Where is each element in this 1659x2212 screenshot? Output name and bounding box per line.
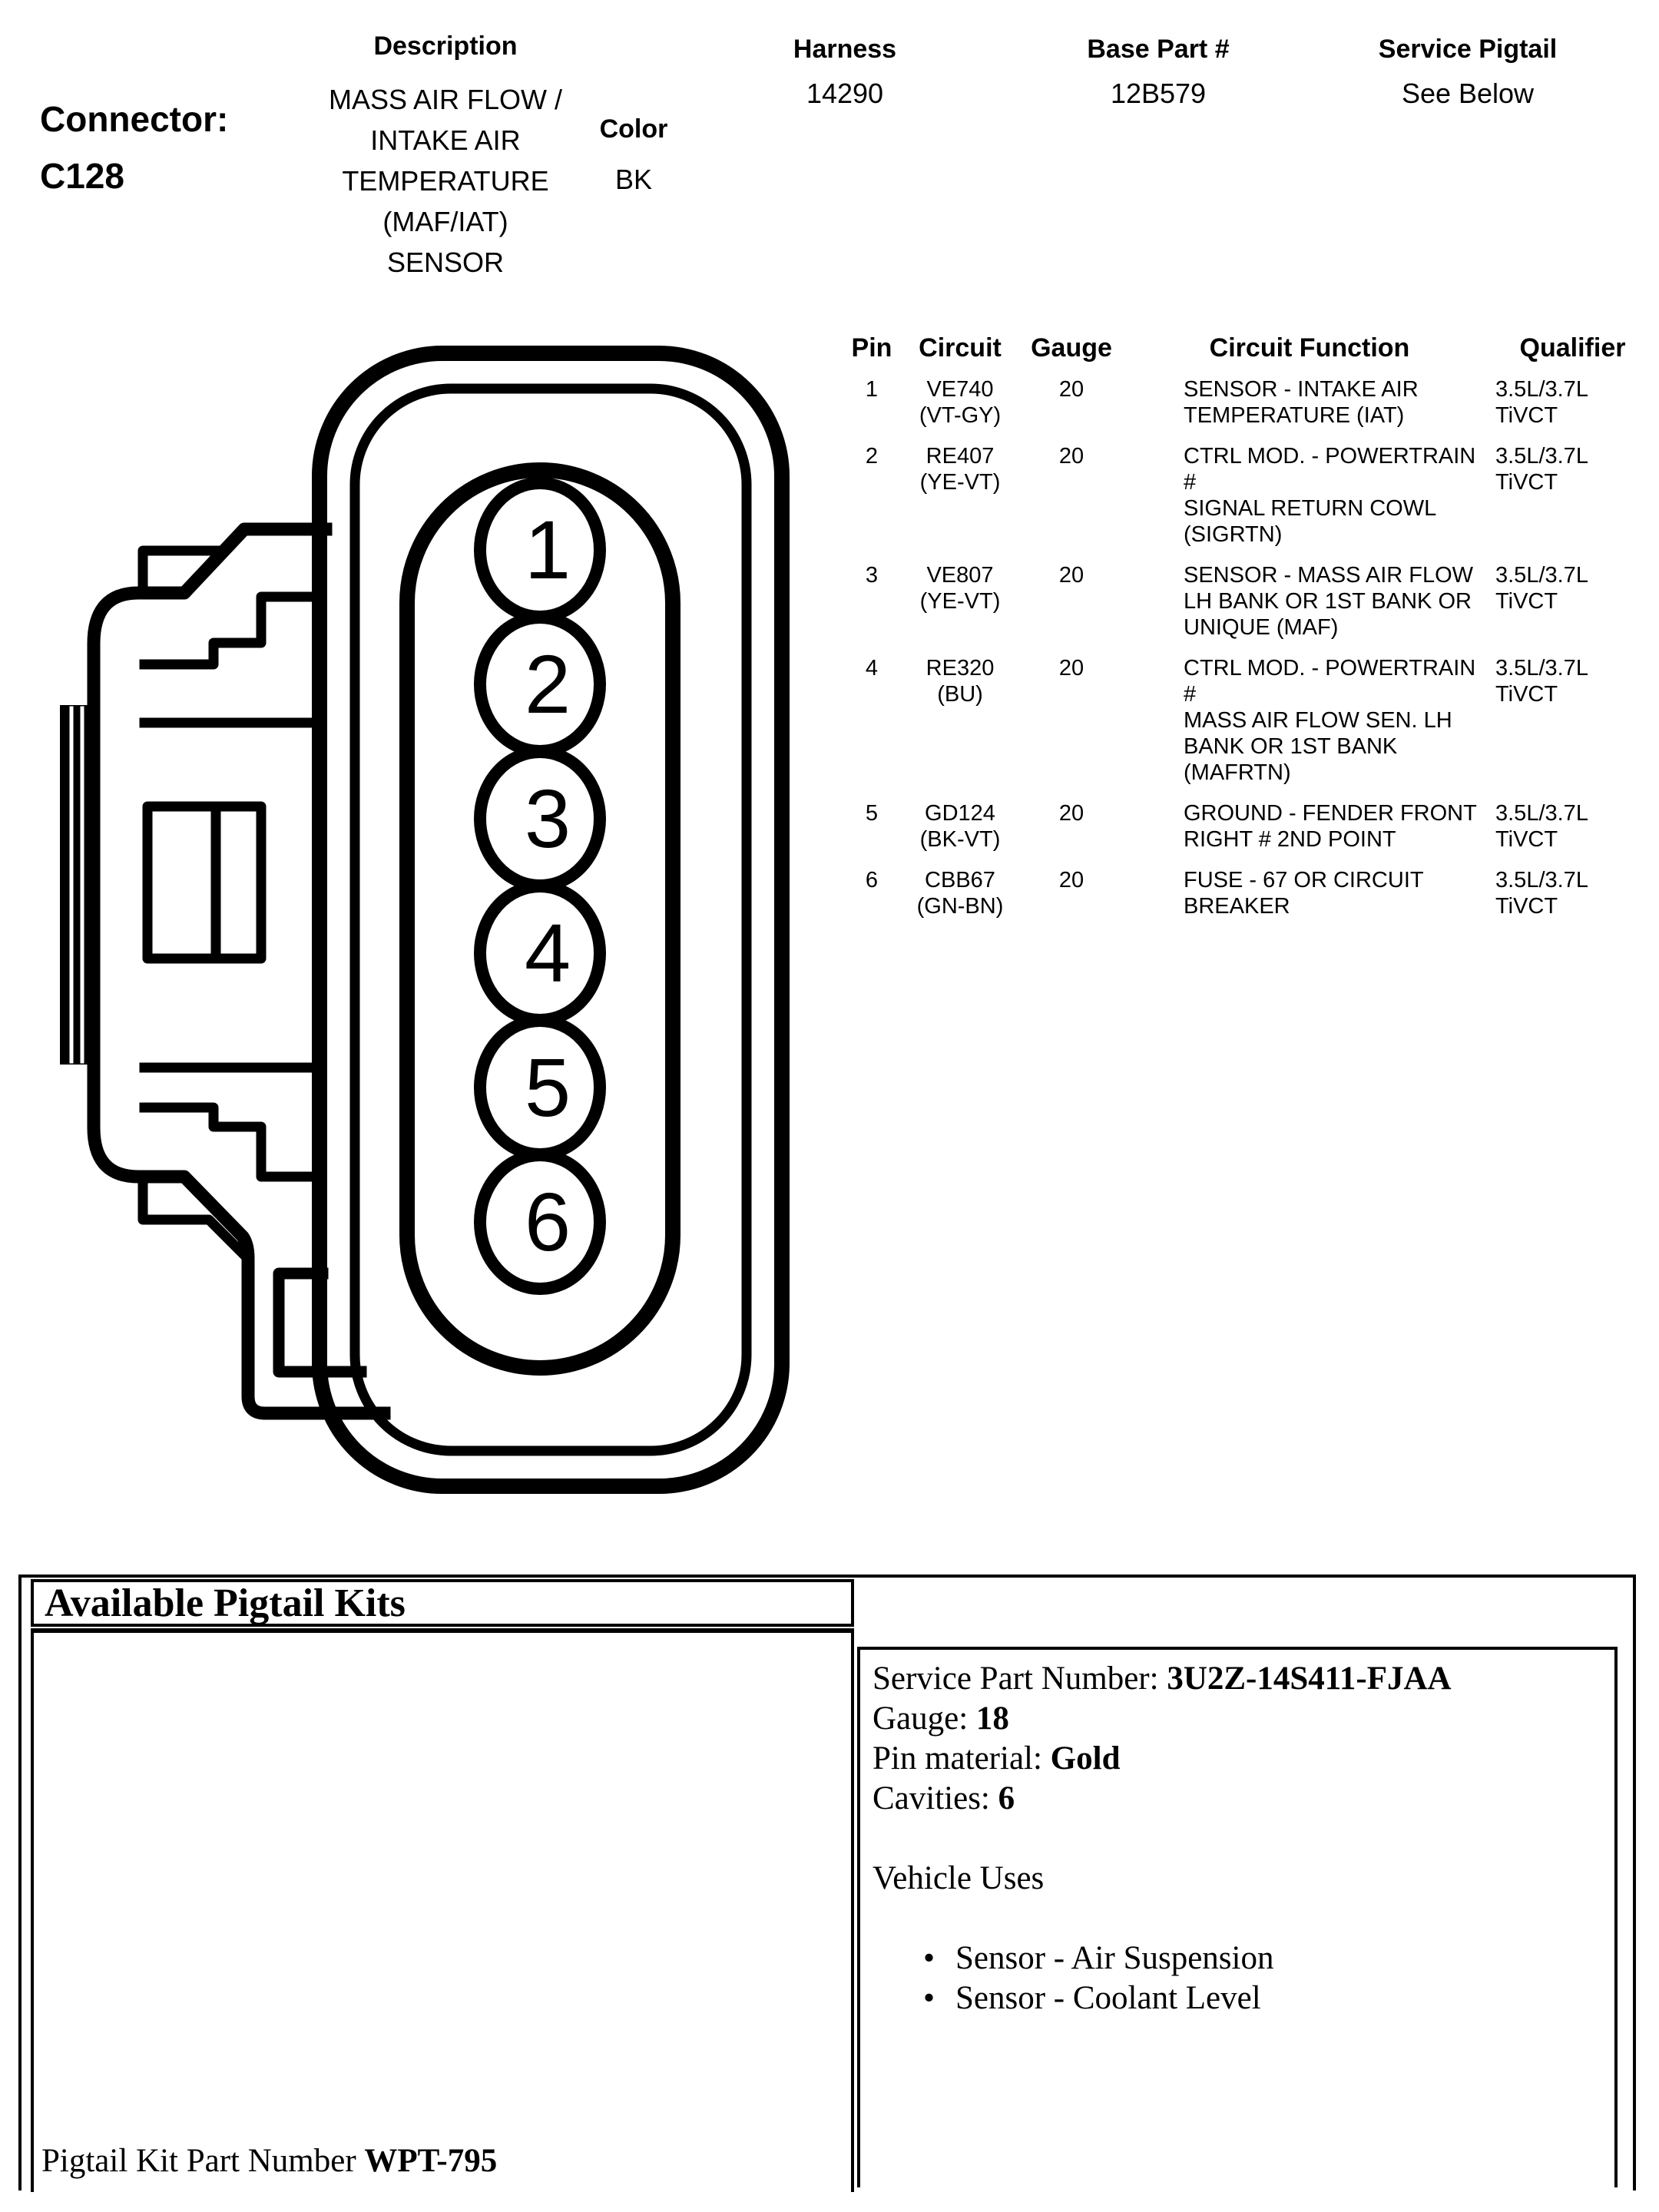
- pin-cell: 4: [865, 656, 879, 680]
- pin-cell: 2: [865, 444, 879, 469]
- gauge-cell: 20: [1058, 377, 1084, 402]
- qualifier-cell: 3.5L/3.7L TiVCT: [1495, 868, 1588, 919]
- connector-id: C128: [40, 156, 124, 196]
- pin-row-4: [837, 655, 1655, 786]
- circuit-code: VE807: [926, 563, 994, 588]
- bracket-window: [147, 806, 261, 959]
- qualifier-cell: 3.5L/3.7L TiVCT: [1495, 377, 1588, 428]
- pin-row-3: [837, 562, 1655, 641]
- function-cell: FUSE - 67 OR CIRCUIT BREAKER: [1184, 868, 1424, 919]
- wire-color: (BK-VT): [919, 827, 1001, 852]
- pin-material-line: [873, 1739, 1614, 1779]
- description-label: Description: [373, 31, 518, 61]
- pin-material-label: Pin material:: [873, 1740, 1042, 1777]
- service-part-cell: [857, 1647, 1618, 2187]
- pin-cell: 1: [865, 377, 879, 402]
- qualifier-cell: 3.5L/3.7L TiVCT: [1495, 563, 1588, 614]
- wire-color: (YE-VT): [919, 589, 1001, 614]
- circuit-code: RE407: [926, 444, 995, 469]
- wire-color: (YE-VT): [919, 470, 1001, 495]
- circuit-code: CBB67: [925, 868, 995, 892]
- function-cell: CTRL MOD. - POWERTRAIN # MASS AIR FLOW SEN. LH BANK OR 1ST BANK (MAFRTN): [1184, 656, 1476, 785]
- cavities-label: Cavities:: [873, 1780, 990, 1816]
- vehicle-uses-title: Vehicle Uses: [873, 1860, 1045, 1896]
- service-pigtail-value: See Below: [1401, 78, 1535, 109]
- gauge-cell: 20: [1058, 868, 1084, 892]
- description-line: TEMPERATURE: [342, 165, 549, 197]
- wire-color: (GN-BN): [916, 894, 1004, 919]
- cavities-line: [873, 1779, 1614, 1819]
- description-line: (MAF/IAT): [382, 206, 508, 237]
- circuit-cell: [906, 867, 1014, 919]
- pin-row-6: [837, 867, 1655, 919]
- circuit-code: VE740: [926, 377, 994, 402]
- service-pigtail-label: Service Pigtail: [1378, 35, 1558, 64]
- qualifier-cell: 3.5L/3.7L TiVCT: [1495, 656, 1588, 707]
- base-part-value: 12B579: [1110, 78, 1207, 109]
- vehicle-use-item: • Sensor - Air Suspension: [955, 1939, 1614, 1979]
- pin-table-header: [837, 333, 1655, 363]
- qualifier-cell: 3.5L/3.7L TiVCT: [1495, 801, 1588, 852]
- harness-value: 14290: [806, 78, 884, 109]
- pin-cell: 6: [865, 868, 879, 892]
- gauge-line: [873, 1699, 1614, 1739]
- circuit-cell: [906, 376, 1014, 429]
- pin-row-2: [837, 443, 1655, 548]
- available-pigtail-kits-title: Available Pigtail Kits: [45, 1581, 406, 1625]
- pin-number-5: 5: [524, 1041, 571, 1134]
- pin-row-1: [837, 376, 1655, 429]
- cavities-value: 6: [998, 1780, 1015, 1816]
- gauge-cell: 20: [1058, 444, 1084, 469]
- pin-number-2: 2: [524, 637, 571, 730]
- pin-row-5: [837, 800, 1655, 853]
- vehicle-uses-list: [873, 1939, 1614, 2018]
- color-label: Color: [599, 114, 668, 144]
- wire-color: (VT-GY): [919, 403, 1002, 428]
- connector-label: Connector:: [40, 99, 229, 139]
- circuit-cell: [906, 562, 1014, 614]
- gauge-cell: 20: [1058, 656, 1084, 680]
- function-cell: CTRL MOD. - POWERTRAIN # SIGNAL RETURN COWL (SIGRTN): [1184, 444, 1476, 547]
- circuit-code: RE320: [926, 656, 995, 680]
- gauge-value: 18: [975, 1700, 1009, 1737]
- function-cell: GROUND - FENDER FRONT RIGHT # 2ND POINT: [1184, 801, 1477, 852]
- pin-number-4: 4: [524, 906, 571, 999]
- function-cell: SENSOR - MASS AIR FLOW LH BANK OR 1ST BANK OR UNIQUE (MAF): [1184, 563, 1474, 640]
- description-line: SENSOR: [386, 247, 505, 278]
- pigtail-kit-cell: [31, 1628, 854, 2192]
- gauge-cell: 20: [1058, 801, 1084, 826]
- circuit-code: GD124: [925, 801, 995, 826]
- bracket-step-bottom: [144, 1108, 316, 1177]
- pin-number-6: 6: [524, 1175, 571, 1268]
- pigtail-kit-part-label: Pigtail Kit Part Number: [41, 2143, 356, 2179]
- color-value: BK: [614, 164, 653, 195]
- pin-table: [837, 333, 1655, 934]
- pin-number-3: 3: [524, 772, 571, 865]
- circuit-cell: [906, 655, 1014, 707]
- wire-color: (BU): [937, 682, 983, 707]
- base-part-label: Base Part #: [1087, 35, 1230, 64]
- gauge-cell: 20: [1058, 563, 1084, 588]
- col-header-function: Circuit Function: [1209, 333, 1410, 363]
- col-header-gauge: Gauge: [1031, 333, 1112, 363]
- qualifier-cell: 3.5L/3.7L TiVCT: [1495, 444, 1588, 495]
- service-part-label: Service Part Number:: [873, 1661, 1159, 1697]
- seal-strip: [60, 705, 97, 1065]
- pin-number-1: 1: [524, 503, 571, 596]
- harness-label: Harness: [793, 35, 897, 64]
- pin-cell: 3: [865, 563, 879, 588]
- bullet-icon: •: [923, 1940, 935, 1976]
- service-part-line: [873, 1659, 1614, 1699]
- pigtail-kit-part-value: WPT-795: [364, 2143, 498, 2179]
- col-header-qualifier: Qualifier: [1519, 333, 1626, 363]
- gauge-label: Gauge:: [873, 1700, 969, 1737]
- function-cell: SENSOR - INTAKE AIR TEMPERATURE (IAT): [1184, 377, 1419, 428]
- service-part-value: 3U2Z-14S411-FJAA: [1167, 1661, 1452, 1697]
- col-header-pin: Pin: [851, 333, 892, 363]
- bracket-step-top: [144, 597, 316, 664]
- bullet-icon: •: [923, 1980, 935, 2016]
- pigtail-kit-part-line: [41, 2142, 497, 2180]
- circuit-cell: [906, 443, 1014, 495]
- bracket-outline: [94, 529, 384, 1413]
- pin-cell: 5: [865, 801, 879, 826]
- circuit-cell: [906, 800, 1014, 853]
- description-line: INTAKE AIR: [370, 124, 521, 156]
- available-pigtail-kits-box: [31, 1579, 854, 1627]
- pin-material-value: Gold: [1050, 1740, 1121, 1777]
- vehicle-use-item: • Sensor - Coolant Level: [955, 1979, 1614, 2018]
- col-header-circuit: Circuit: [919, 333, 1002, 363]
- description-line: MASS AIR FLOW /: [328, 84, 563, 115]
